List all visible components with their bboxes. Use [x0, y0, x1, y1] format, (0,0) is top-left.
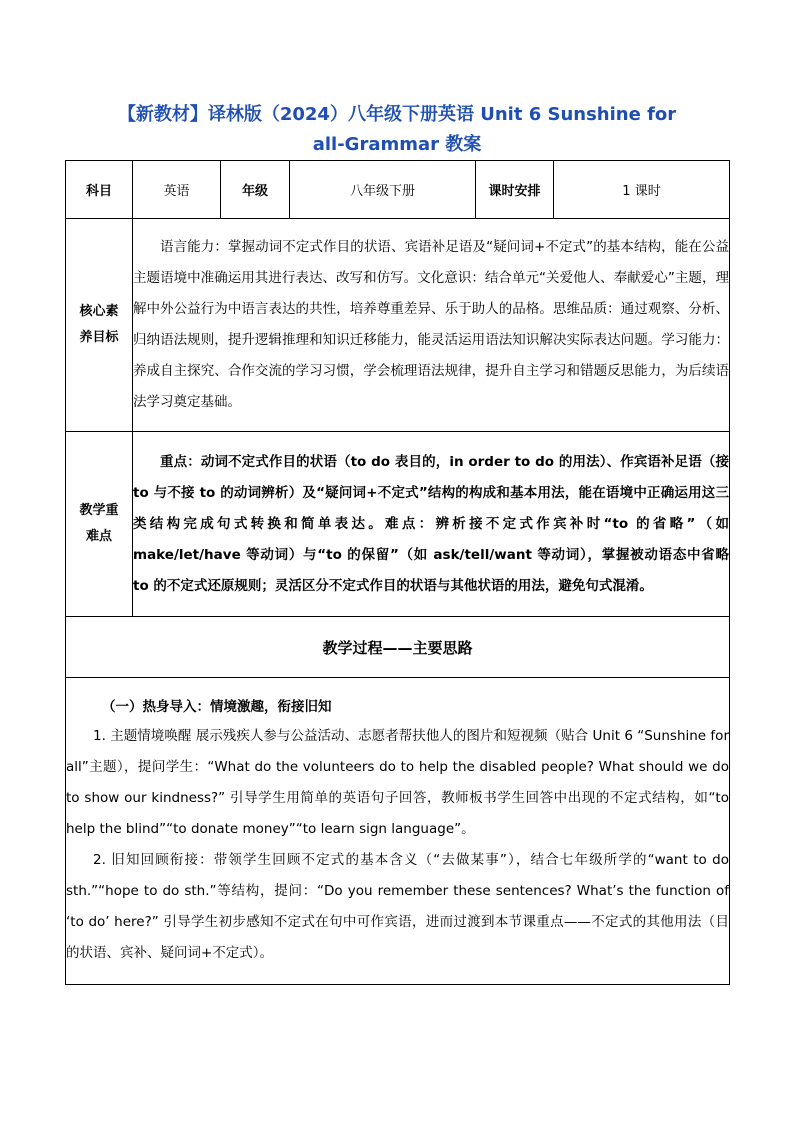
key-points-label-line-2: 难点: [85, 529, 112, 544]
literacy-text: 语言能力：掌握动词不定式作目的状语、宾语补足语及“疑问词+不定式”的基本结构，能在公益主题语境中准确运用其进行表达、改写和仿写。文化意识：结合单元“关爱他人、奉献爱心”主题，理解中外公益行为中语言表达的共性，培养尊重差异、乐于助人的品格。思维品质：通过观察、分析、归纳语法规则，提升逻辑推理和知识迁移能力，能灵活运用语法知识解决实际表达问题。学习能力：养成自主探究、合作交流的学习习惯，学会梳理语法规律，提升自主学习和错题反思能力，为后续语法学习奠定基础。: [133, 219, 730, 432]
period-label: 课时安排: [476, 161, 554, 219]
process-subhead: （一）热身导入：情境激趣，衔接旧知: [102, 699, 332, 715]
title-line-1: 【新教材】译林版（2024）八年级下册英语 Unit 6 Sunshine for: [117, 104, 677, 125]
process-content: [66, 678, 730, 985]
process-paragraph-1: 1. 主题情境唤醒 展示残疾人参与公益活动、志愿者帮扶他人的图片和短视频（贴合 Unit 6 “Sunshine for all”主题），提问学生：“What do the volunteers do to help the disabled people? What should we do to show our kindness?” 引导学生用简单的英语句子回答，教师板书学生回答中出现的不定式结构，如“to help the blind”“to donate money”“to learn sign language”。: [66, 728, 729, 837]
process-title-row: [66, 617, 730, 678]
process-section-title: 教学过程——主要思路: [66, 617, 730, 678]
lesson-plan-table: [65, 160, 730, 985]
period-value: 1 课时: [554, 161, 730, 219]
grade-label: 年级: [221, 161, 290, 219]
process-content-row: [66, 678, 730, 985]
grade-value: 八年级下册: [290, 161, 476, 219]
title-line-2: all-Grammar 教案: [312, 134, 482, 155]
subject-label: 科目: [66, 161, 133, 219]
header-row: [66, 161, 730, 219]
literacy-label-line-2: 养目标: [79, 330, 119, 345]
key-points-label-line-1: 教学重: [79, 503, 119, 518]
literacy-label: [66, 219, 133, 432]
subject-value: 英语: [133, 161, 221, 219]
literacy-row: [66, 219, 730, 432]
key-points-label: [66, 432, 133, 617]
process-paragraph-2: 2. 旧知回顾衔接：带领学生回顾不定式的基本含义（“去做某事”），结合七年级所学的“want to do sth.”“hope to do sth.”等结构，提问：“Do you remember these sentences? What’s the function of ‘to do’ here?” 引导学生初步感知不定式在句中可作宾语，进而过渡到本节课重点——不定式的其他用法（目的状语、宾补、疑问词+不定式）。: [66, 852, 729, 961]
key-points-text: 重点：动词不定式作目的状语（to do 表目的，in order to do 的用法）、作宾语补足语（接 to 与不接 to 的动词辨析）及“疑问词+不定式”结构的构成和基本用法，能在语境中正确运用这三类结构完成句式转换和简单表达。难点：辨析接不定式作宾补时“to 的省略”（如 make/let/have 等动词）与“to 的保留”（如 ask/tell/want 等动词），掌握被动语态中省略 to 的不定式还原规则；灵活区分不定式作目的状语与其他状语的用法，避免句式混淆。: [133, 432, 730, 617]
literacy-label-line-1: 核心素: [79, 304, 119, 319]
key-points-row: [66, 432, 730, 617]
document-title: [100, 100, 694, 160]
